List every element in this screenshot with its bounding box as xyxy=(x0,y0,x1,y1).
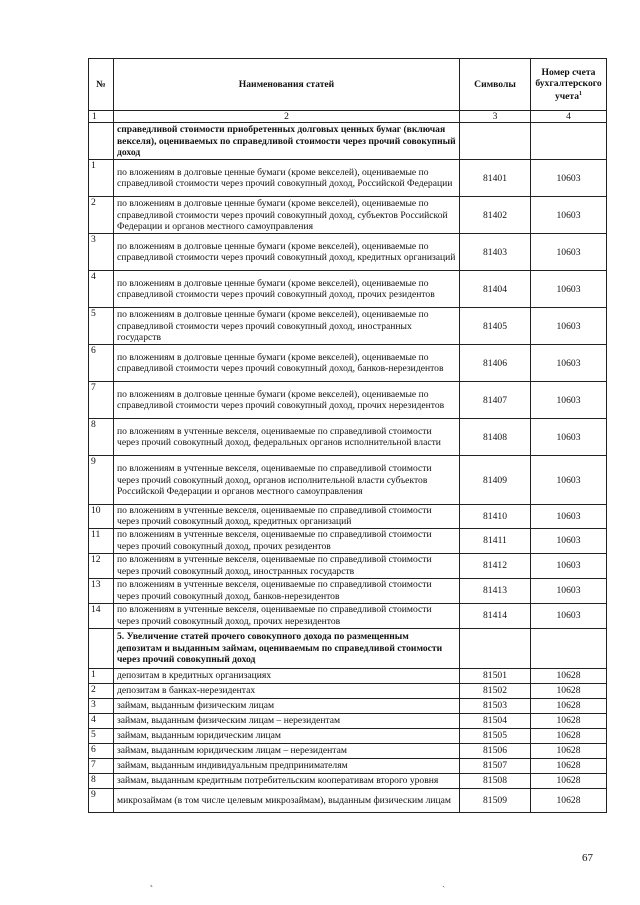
table-row xyxy=(89,758,607,773)
row-number: 9 xyxy=(89,456,114,505)
row-item-name: по вложениям в учтенные векселя, оцениваемые по справедливой стоимости через прочий совокупный доход, банков-нерезидентов xyxy=(114,578,460,603)
table-row xyxy=(89,728,607,743)
row-item-name: по вложениям в учтенные векселя, оцениваемые по справедливой стоимости через прочий совокупный доход, прочих нерезидентов xyxy=(114,603,460,628)
row-symbol xyxy=(460,123,531,160)
row-item-name: справедливой стоимости приобретенных долговых ценных бумаг (включая векселя), оцениваемых по справедливой стоимости через прочий совокупный доход xyxy=(114,123,460,160)
row-account-number: 10603 xyxy=(531,578,607,603)
row-item-name: 5. Увеличение статей прочего совокупного дохода по размещенным депозитам и выданным займам, оцениваемым по справедливой стоимости через прочий совокупный доход xyxy=(114,628,460,668)
row-number: 12 xyxy=(89,553,114,578)
row-account-number: 10603 xyxy=(531,603,607,628)
table-row xyxy=(89,773,607,788)
row-item-name: по вложениям в учтенные векселя, оцениваемые по справедливой стоимости через прочий совокупный доход, федеральных органов исполнительной власти xyxy=(114,419,460,456)
row-account-number: 10628 xyxy=(531,698,607,713)
footnote-marker: 1 xyxy=(579,91,583,97)
row-number: 9 xyxy=(89,788,114,812)
row-item-name: депозитам в банках-нерезидентах xyxy=(114,683,460,698)
row-number: 2 xyxy=(89,197,114,234)
header-account-label: Номер счета бухгалтерского учета xyxy=(535,66,602,103)
row-number: 14 xyxy=(89,603,114,628)
table-row xyxy=(89,683,607,698)
row-account-number: 10603 xyxy=(531,345,607,382)
row-number: 1 xyxy=(89,668,114,683)
row-item-name: по вложениям в долговые ценные бумаги (кроме векселей), оцениваемые по справедливой стоимости через прочий совокупный доход, кредитных организаций xyxy=(114,234,460,271)
row-account-number: 10628 xyxy=(531,788,607,812)
row-account-number: 10603 xyxy=(531,419,607,456)
row-item-name: по вложениям в долговые ценные бумаги (кроме векселей), оцениваемые по справедливой стоимости через прочий совокупный доход, иностранных государств xyxy=(114,308,460,345)
column-index-row xyxy=(89,111,607,123)
table-row xyxy=(89,578,607,603)
table-row xyxy=(89,698,607,713)
row-account-number: 10603 xyxy=(531,382,607,419)
row-number xyxy=(89,123,114,160)
row-number: 13 xyxy=(89,578,114,603)
row-number: 7 xyxy=(89,382,114,419)
row-symbol: 81401 xyxy=(460,160,531,197)
row-symbol: 81405 xyxy=(460,308,531,345)
row-symbol: 81504 xyxy=(460,713,531,728)
accounts-table xyxy=(88,58,607,813)
row-item-name: по вложениям в долговые ценные бумаги (кроме векселей), оцениваемые по справедливой стоимости через прочий совокупный доход, прочих резидентов xyxy=(114,271,460,308)
table-row xyxy=(89,628,607,668)
row-item-name: по вложениям в учтенные векселя, оцениваемые по справедливой стоимости через прочий совокупный доход, прочих резидентов xyxy=(114,528,460,553)
row-number: 3 xyxy=(89,234,114,271)
table-header-row xyxy=(89,59,607,111)
row-symbol: 81410 xyxy=(460,505,531,528)
row-number: 6 xyxy=(89,743,114,758)
row-account-number: 10628 xyxy=(531,758,607,773)
row-account-number: 10628 xyxy=(531,743,607,758)
scan-mark: ˎ xyxy=(442,877,446,888)
row-account-number: 10603 xyxy=(531,234,607,271)
row-symbol: 81409 xyxy=(460,456,531,505)
row-item-name: по вложениям в учтенные векселя, оцениваемые по справедливой стоимости через прочий совокупный доход, кредитных организаций xyxy=(114,505,460,528)
row-symbol: 81402 xyxy=(460,197,531,234)
row-account-number: 10603 xyxy=(531,553,607,578)
table-row xyxy=(89,419,607,456)
row-item-name: по вложениям в долговые ценные бумаги (кроме векселей), оцениваемые по справедливой стоимости через прочий совокупный доход, прочих нерезидентов xyxy=(114,382,460,419)
table-row xyxy=(89,553,607,578)
header-symbols: Символы xyxy=(460,59,531,111)
row-number: 1 xyxy=(89,160,114,197)
row-item-name: микрозаймам (в том числе целевым микрозаймам), выданным физическим лицам xyxy=(114,788,460,812)
row-symbol: 81503 xyxy=(460,698,531,713)
row-account-number: 10603 xyxy=(531,271,607,308)
table-row xyxy=(89,713,607,728)
table-row xyxy=(89,603,607,628)
table-row xyxy=(89,456,607,505)
row-item-name: займам, выданным юридическим лицам – нерезидентам xyxy=(114,743,460,758)
row-number: 2 xyxy=(89,683,114,698)
row-account-number: 10628 xyxy=(531,713,607,728)
row-item-name: займам, выданным физическим лицам – нерезидентам xyxy=(114,713,460,728)
row-item-name: депозитам в кредитных организациях xyxy=(114,668,460,683)
column-index: 1 xyxy=(89,111,114,123)
row-number: 3 xyxy=(89,698,114,713)
row-number: 6 xyxy=(89,345,114,382)
row-item-name: займам, выданным физическим лицам xyxy=(114,698,460,713)
table-row xyxy=(89,197,607,234)
column-index: 3 xyxy=(460,111,531,123)
table-row xyxy=(89,123,607,160)
row-item-name: по вложениям в долговые ценные бумаги (кроме векселей), оцениваемые по справедливой стоимости через прочий совокупный доход, банков-нерезидентов xyxy=(114,345,460,382)
row-item-name: по вложениям в долговые ценные бумаги (кроме векселей), оцениваемые по справедливой стоимости через прочий совокупный доход, Российской Федерации xyxy=(114,160,460,197)
row-account-number xyxy=(531,628,607,668)
row-symbol: 81403 xyxy=(460,234,531,271)
table-row xyxy=(89,271,607,308)
row-account-number: 10603 xyxy=(531,160,607,197)
row-symbol: 81508 xyxy=(460,773,531,788)
row-symbol: 81414 xyxy=(460,603,531,628)
table-row xyxy=(89,528,607,553)
row-symbol xyxy=(460,628,531,668)
row-account-number: 10603 xyxy=(531,197,607,234)
row-number: 4 xyxy=(89,713,114,728)
table-body xyxy=(89,123,607,812)
scan-mark: ˛ xyxy=(150,877,154,888)
table-row xyxy=(89,505,607,528)
row-number: 5 xyxy=(89,728,114,743)
row-symbol: 81507 xyxy=(460,758,531,773)
row-number: 11 xyxy=(89,528,114,553)
row-symbol: 81505 xyxy=(460,728,531,743)
row-symbol: 81509 xyxy=(460,788,531,812)
row-number: 7 xyxy=(89,758,114,773)
column-index: 2 xyxy=(114,111,460,123)
table-row xyxy=(89,234,607,271)
page-number: 67 xyxy=(582,852,593,864)
row-account-number: 10628 xyxy=(531,668,607,683)
row-account-number xyxy=(531,123,607,160)
table-row xyxy=(89,382,607,419)
header-number: № xyxy=(89,59,114,111)
table-row xyxy=(89,743,607,758)
row-symbol: 81407 xyxy=(460,382,531,419)
row-symbol: 81502 xyxy=(460,683,531,698)
row-item-name: займам, выданным юридическим лицам xyxy=(114,728,460,743)
row-symbol: 81501 xyxy=(460,668,531,683)
row-number: 5 xyxy=(89,308,114,345)
table-row xyxy=(89,160,607,197)
row-symbol: 81411 xyxy=(460,528,531,553)
row-number xyxy=(89,628,114,668)
row-symbol: 81412 xyxy=(460,553,531,578)
row-item-name: по вложениям в учтенные векселя, оцениваемые по справедливой стоимости через прочий совокупный доход, иностранных государств xyxy=(114,553,460,578)
row-account-number: 10628 xyxy=(531,773,607,788)
table-row xyxy=(89,308,607,345)
header-item-name: Наименования статей xyxy=(114,59,460,111)
row-item-name: по вложениям в учтенные векселя, оцениваемые по справедливой стоимости через прочий совокупный доход, органов исполнительной власти субъектов Российской Федерации и органов местного самоуправления xyxy=(114,456,460,505)
row-account-number: 10603 xyxy=(531,308,607,345)
table-row xyxy=(89,345,607,382)
row-item-name: займам, выданным кредитным потребительским кооперативам второго уровня xyxy=(114,773,460,788)
row-account-number: 10603 xyxy=(531,456,607,505)
row-symbol: 81404 xyxy=(460,271,531,308)
row-item-name: по вложениям в долговые ценные бумаги (кроме векселей), оцениваемые по справедливой стоимости через прочий совокупный доход, субъектов Российской Федерации и органов местного самоуправления xyxy=(114,197,460,234)
row-item-name: займам, выданным индивидуальным предпринимателям xyxy=(114,758,460,773)
column-index: 4 xyxy=(531,111,607,123)
row-account-number: 10628 xyxy=(531,683,607,698)
row-number: 8 xyxy=(89,419,114,456)
row-number: 4 xyxy=(89,271,114,308)
row-symbol: 81406 xyxy=(460,345,531,382)
row-account-number: 10628 xyxy=(531,728,607,743)
row-symbol: 81506 xyxy=(460,743,531,758)
header-account-number xyxy=(531,59,607,111)
row-number: 8 xyxy=(89,773,114,788)
row-symbol: 81408 xyxy=(460,419,531,456)
table-row xyxy=(89,788,607,812)
row-symbol: 81413 xyxy=(460,578,531,603)
row-account-number: 10603 xyxy=(531,528,607,553)
table-row xyxy=(89,668,607,683)
row-number: 10 xyxy=(89,505,114,528)
row-account-number: 10603 xyxy=(531,505,607,528)
